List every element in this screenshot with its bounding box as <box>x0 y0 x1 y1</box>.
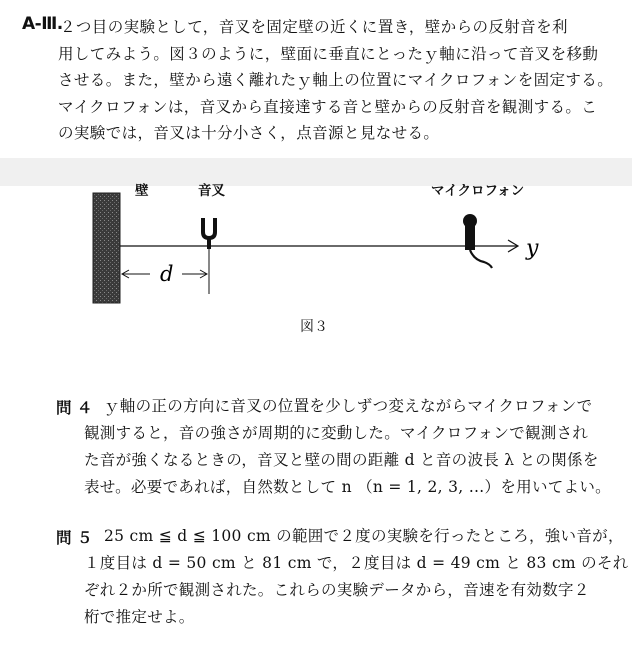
tuning-fork-icon <box>203 218 215 294</box>
question-line: 表せ。必要であれば，自然数として n （n = 1, 2, 3, …）を用いてよい。 <box>84 478 611 496</box>
microphone-label: マイクロフォン <box>431 183 525 199</box>
y-axis-label: y <box>526 236 539 261</box>
question-line: た音が強くなるときの，音叉と壁の間の距離 d と音の波長 λ との関係を <box>84 451 599 469</box>
wall-shape <box>93 193 120 303</box>
intro-paragraph <box>58 14 614 147</box>
question-line: 観測すると，音の強さが周期的に変動した。マイクロフォンで観測され <box>84 424 589 442</box>
intro-line: させる。また，壁から遠く離れたｙ軸上の位置にマイクロフォンを固定する。 <box>58 71 614 89</box>
wall-label: 壁 <box>135 183 149 199</box>
question-line: ぞれ２か所で観測された。これらの実験データから，音速を有効数字２ <box>84 581 590 599</box>
question-line: ｙ軸の正の方向に音叉の位置を少しずつ変えながらマイクロフォンで <box>104 397 593 415</box>
figure-caption: 図３ <box>300 319 328 335</box>
intro-line: の実験では，音叉は十分小さく，点音源と見なせる。 <box>58 124 440 142</box>
intro-line: 用してみよう。図３のように，壁面に垂直にとったｙ軸に沿って音叉を移動 <box>58 44 599 63</box>
tuning-fork-label: 音叉 <box>198 183 225 199</box>
intro-line: ２つ目の実験として，音叉を固定壁の近くに置き，壁からの反射音を利 <box>60 18 568 36</box>
question-line: １度目は d = 50 cm と 81 cm で，２度目は d = 49 cm と 83 cm のそれ <box>84 554 629 572</box>
question-line: 25 cm ≦ d ≦ 100 cm の範囲で２度の実験を行ったところ，強い音が， <box>104 527 624 545</box>
distance-label: d <box>160 262 174 286</box>
question-5-text <box>84 523 629 631</box>
microphone-icon <box>463 214 492 268</box>
question-line: 桁で推定せよ。 <box>84 608 195 626</box>
figure-3-diagram <box>0 176 632 316</box>
question-4-label: 問 ４ <box>56 399 93 417</box>
intro-line: マイクロフォンは，音叉から直接達する音と壁からの反射音を観測する。こ <box>58 97 598 116</box>
question-5-label: 問 ５ <box>56 529 93 547</box>
question-4-text <box>84 393 611 501</box>
section-label: A-Ⅲ. <box>22 14 63 34</box>
